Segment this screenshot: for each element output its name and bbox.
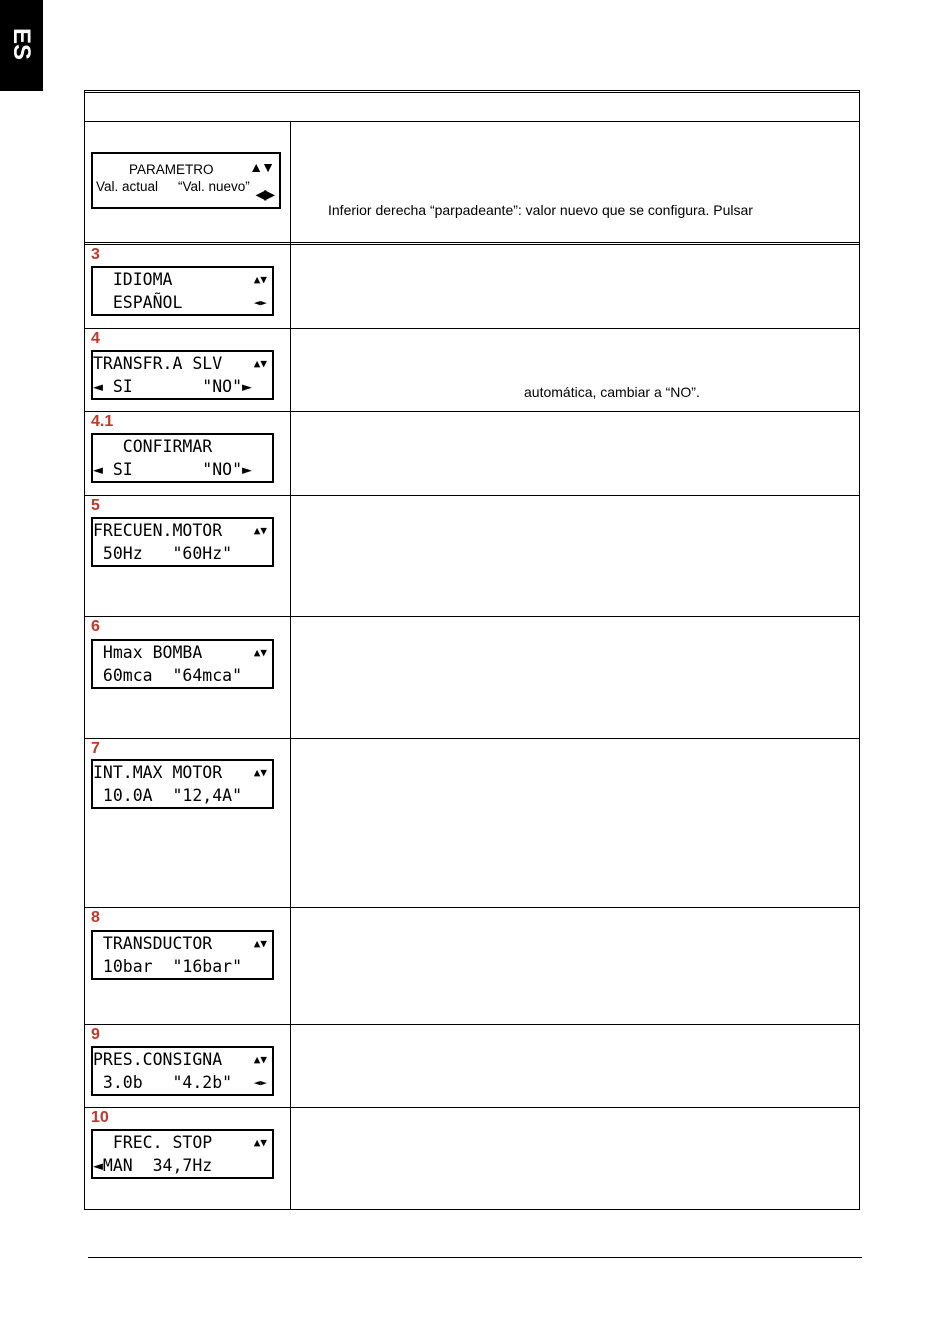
step-number: 4 (91, 330, 100, 347)
display-new-value: “Val. nuevo” (178, 179, 250, 194)
lcd-display (91, 759, 274, 809)
lcd-line-1 (93, 268, 272, 291)
intro-description: Inferior derecha “parpadeante”: valor nuevo que se configura. Pulsar (328, 202, 753, 218)
lcd-line-2-text: 10.0A "12,4A" (93, 786, 243, 805)
display-line1: PARAMETRO (129, 162, 214, 177)
lcd-line-1 (93, 761, 272, 784)
up-down-arrows-icon: ▲▼ (253, 937, 267, 950)
lcd-line-2-text: ◄ SI "NO"► (93, 460, 252, 479)
lcd-line-1-text: CONFIRMAR (93, 437, 213, 456)
lcd-line-1 (93, 1048, 272, 1071)
lcd-line-1 (93, 641, 272, 664)
lcd-line-2-text: 60mca "64mca" (93, 666, 243, 685)
lcd-line-2 (93, 1154, 272, 1177)
lcd-line-2 (93, 664, 272, 687)
lcd-display (91, 433, 274, 483)
display-legend (91, 152, 281, 209)
step-number: 9 (91, 1026, 100, 1043)
lcd-line-1-text: PRES.CONSIGNA (93, 1050, 223, 1069)
lcd-line-2-text: ESPAÑOL (93, 293, 183, 312)
lcd-display (91, 517, 274, 567)
lcd-line-2 (93, 955, 272, 978)
row-separator (84, 495, 860, 496)
up-down-arrows-icon: ▲▼ (253, 357, 267, 370)
lcd-line-2-text: 3.0b "4.2b" (93, 1073, 233, 1092)
up-down-arrows-icon: ▲▼ (253, 273, 267, 286)
row-separator (84, 907, 860, 908)
row-separator (84, 328, 860, 329)
row-separator (84, 411, 860, 412)
step-number: 5 (91, 497, 100, 514)
left-right-arrows-icon: ◄► (253, 1076, 267, 1089)
step-number: 3 (91, 246, 100, 263)
lcd-line-1-text: TRANSDUCTOR (93, 934, 213, 953)
lcd-line-1 (93, 519, 272, 542)
lcd-line-1 (93, 352, 272, 375)
step-number: 6 (91, 618, 100, 635)
row-separator (84, 1107, 860, 1108)
left-right-arrows-icon: ◄► (253, 296, 267, 309)
up-down-arrows-icon: ▲▼ (249, 159, 273, 175)
lcd-line-1-text: TRANSFR.A SLV (93, 354, 223, 373)
lcd-line-1-text: FRECUEN.MOTOR (93, 521, 223, 540)
column-divider (290, 122, 291, 1210)
step-description: automática, cambiar a “NO”. (524, 384, 700, 400)
up-down-arrows-icon: ▲▼ (253, 524, 267, 537)
left-right-arrows-icon: ◀▶ (255, 186, 273, 202)
table-header-row (84, 90, 860, 122)
lcd-line-1-text: IDIOMA (93, 270, 173, 289)
row-separator (84, 738, 860, 739)
lcd-display (91, 1129, 274, 1179)
lcd-line-2 (93, 542, 272, 565)
lcd-display (91, 930, 274, 980)
language-code: ES (8, 27, 35, 60)
lcd-line-1 (93, 1131, 272, 1154)
lcd-line-2 (93, 291, 272, 314)
language-tab (0, 0, 43, 91)
up-down-arrows-icon: ▲▼ (253, 766, 267, 779)
step-number: 8 (91, 909, 100, 926)
lcd-line-2-text: 50Hz "60Hz" (93, 544, 233, 563)
footer-rule (88, 1257, 862, 1258)
up-down-arrows-icon: ▲▼ (253, 646, 267, 659)
row-separator (84, 242, 860, 245)
lcd-line-2-text: 10bar "16bar" (93, 957, 243, 976)
lcd-display (91, 266, 274, 316)
lcd-line-1-text: FREC. STOP (93, 1133, 213, 1152)
lcd-line-2 (93, 458, 272, 481)
lcd-line-1-text: Hmax BOMBA (93, 643, 203, 662)
lcd-line-2 (93, 784, 272, 807)
lcd-line-1 (93, 932, 272, 955)
lcd-line-2-text: ◄ SI "NO"► (93, 377, 252, 396)
lcd-display (91, 1046, 274, 1096)
row-separator (84, 1024, 860, 1025)
lcd-line-2 (93, 1071, 272, 1094)
lcd-line-2-text: ◄MAN 34,7Hz (93, 1156, 213, 1175)
lcd-line-1 (93, 435, 272, 458)
up-down-arrows-icon: ▲▼ (253, 1053, 267, 1066)
step-number: 4.1 (91, 413, 114, 430)
lcd-display (91, 350, 274, 400)
lcd-line-2 (93, 375, 272, 398)
step-number: 7 (91, 740, 100, 757)
lcd-display (91, 639, 274, 689)
up-down-arrows-icon: ▲▼ (253, 1136, 267, 1149)
row-separator (84, 616, 860, 617)
step-number: 10 (91, 1109, 109, 1126)
lcd-line-1-text: INT.MAX MOTOR (93, 763, 223, 782)
display-current-value: Val. actual (96, 179, 159, 194)
